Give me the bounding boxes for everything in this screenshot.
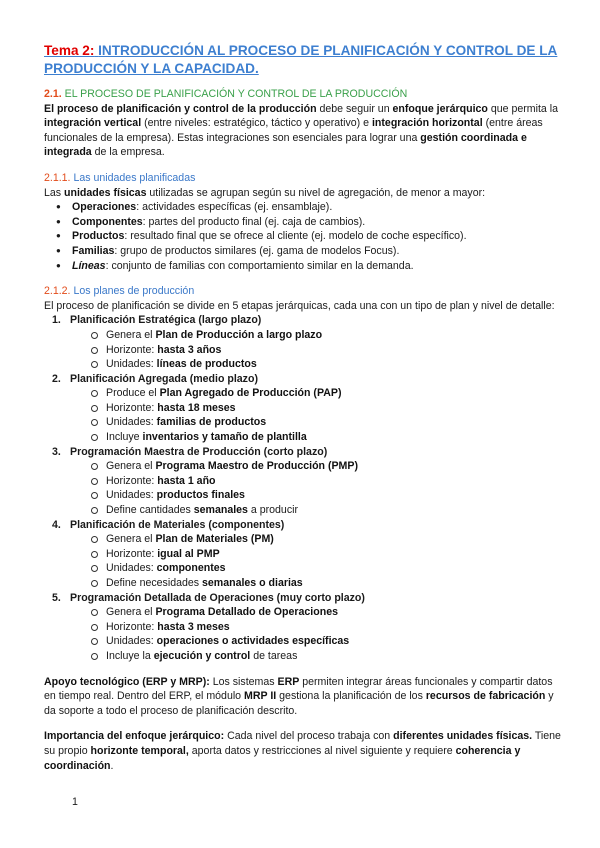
unit-term: Productos (72, 230, 125, 243)
unit-description: : conjunto de familias con comportamiento similar en la demanda. (105, 259, 414, 272)
plan-detail-item (90, 415, 564, 430)
bold-text: El proceso de planificación y control de la producción (44, 102, 317, 115)
section-number: 2.1. (44, 88, 62, 100)
page-number: 1 (72, 796, 78, 808)
text-run: Define necesidades (106, 577, 202, 589)
text-run: Horizonte: (106, 620, 158, 633)
plan-detail-item (90, 576, 564, 591)
unit-term: Familias (72, 244, 115, 257)
bold-text: Importancia del enfoque jerárquico: (44, 730, 225, 743)
title-number: Tema 2: (44, 43, 95, 58)
apoyo-paragraph (44, 675, 564, 719)
plan-heading (52, 518, 564, 533)
bold-text: igual al PMP (157, 547, 220, 560)
unit-term: Componentes (72, 215, 143, 228)
text-run: Produce el (106, 387, 160, 400)
importancia-paragraph (44, 729, 564, 773)
text-run: Tiene su propio (44, 730, 561, 757)
section-heading-2-1 (44, 87, 564, 102)
text-run: Los sistemas (209, 675, 278, 688)
plan-detail-item (90, 474, 564, 489)
bold-text: unidades físicas (64, 186, 147, 199)
plan-detail-item (90, 401, 564, 416)
bold-text: Programa Maestro de Producción (PMP) (155, 460, 358, 473)
bold-text: familias de productos (156, 416, 267, 429)
plan-item (52, 445, 564, 518)
text-run: de tareas (250, 649, 298, 662)
text-run: Unidades: (106, 358, 157, 371)
plan-item (52, 313, 564, 371)
plan-details (52, 532, 564, 590)
plans-list (44, 313, 564, 663)
plan-detail-item (90, 430, 564, 445)
plan-number: 3. (52, 445, 61, 458)
plan-details (52, 605, 564, 663)
bold-text: inventarios y tamaño de plantilla (142, 431, 307, 444)
text-run: . (110, 759, 114, 772)
text-run: de la empresa. (91, 146, 165, 159)
plan-name: Programación Maestra de Producción (corto plazo) (70, 445, 328, 458)
text-run: Las (44, 186, 65, 199)
text-run: gestiona la planificación de los (276, 690, 426, 703)
text-run: Genera el (106, 533, 156, 546)
plan-heading (52, 372, 564, 387)
plan-number: 5. (52, 591, 61, 604)
text-run: Genera el (106, 606, 156, 619)
bold-text: gestión coordinada e integrada (44, 131, 527, 159)
bold-text: horizonte temporal, (90, 744, 189, 757)
text-run: utilizadas se agrupan según su nivel de agregación, de menor a mayor: (146, 186, 486, 199)
section-heading-text: Los planes de producción (73, 285, 195, 298)
bold-text: ERP (277, 675, 300, 688)
text-run: Define cantidades (106, 504, 194, 517)
plan-details (52, 328, 564, 372)
plan-detail-item (90, 459, 564, 474)
document-page (44, 42, 564, 773)
text-run: permiten integrar áreas funcionales y compartir datos en tiempo real. Dentro del ERP, el módulo (44, 675, 553, 703)
text-run: Unidades: (106, 562, 157, 575)
bold-text: Plan de Materiales (PM) (155, 533, 274, 546)
bold-text: operaciones o actividades específicas (156, 635, 350, 648)
plan-name: Programación Detallada de Operaciones (muy corto plazo) (70, 591, 365, 604)
section-number: 2.1.1. (44, 171, 71, 184)
text-run: que permita la (487, 102, 558, 115)
unit-item (56, 259, 564, 274)
bold-text: hasta 3 años (157, 343, 222, 356)
bold-text: coherencia y coordinación (44, 744, 521, 772)
units-list (44, 200, 564, 273)
bold-text: semanales o diarias (202, 577, 303, 589)
bold-text: diferentes unidades físicas. (393, 730, 533, 743)
text-run: Unidades: (106, 416, 157, 429)
plan-details (52, 386, 564, 444)
plan-detail-item (90, 649, 564, 664)
unit-item (56, 229, 564, 244)
bold-text: líneas de productos (156, 358, 257, 371)
plan-item (52, 518, 564, 591)
bold-text: Plan Agregado de Producción (PAP) (159, 387, 342, 400)
bold-text: MRP II (244, 690, 277, 703)
text-run: Incluye la (106, 649, 154, 662)
plan-detail-item (90, 561, 564, 576)
unit-item (56, 200, 564, 215)
plan-heading (52, 445, 564, 460)
text-run: Unidades: (106, 635, 157, 648)
plan-detail-item (90, 488, 564, 503)
plan-heading (52, 591, 564, 606)
plan-name: Planificación Estratégica (largo plazo) (70, 314, 262, 327)
bold-text: Apoyo tecnológico (ERP y MRP): (44, 675, 210, 688)
plan-item (52, 372, 564, 445)
unit-description: : grupo de productos similares (ej. gama de modelos Focus). (114, 244, 400, 257)
text-run: Horizonte: (106, 547, 158, 560)
unit-description: : partes del producto final (ej. caja de cambios). (142, 215, 366, 228)
bold-text: integración horizontal (371, 117, 483, 130)
plan-details (52, 459, 564, 517)
bold-text: hasta 18 meses (157, 401, 236, 414)
section-heading-text: Las unidades planificadas (73, 171, 196, 184)
bold-text: semanales (193, 504, 248, 517)
text-run: (entre áreas funcionales de la empresa). Estas integraciones son esenciales para lograr una (44, 117, 543, 144)
page-title (44, 42, 564, 77)
plan-item (52, 591, 564, 664)
bold-text: recursos de fabricación (425, 690, 546, 703)
section-heading-2-1-1 (44, 171, 564, 186)
bold-text: enfoque jerárquico (392, 102, 488, 115)
plan-heading (52, 313, 564, 328)
plan-number: 4. (52, 518, 61, 531)
text-run: aporta datos y restricciones al nivel siguiente y requiere (188, 744, 456, 757)
plan-number: 1. (52, 314, 61, 327)
bold-text: Programa Detallado de Operaciones (155, 606, 338, 619)
section-heading-text: EL PROCESO DE PLANIFICACIÓN Y CONTROL DE LA PRODUCCIÓN (64, 88, 408, 100)
plan-detail-item (90, 386, 564, 401)
unit-term: Líneas (72, 259, 106, 272)
unit-term: Operaciones (72, 201, 137, 214)
text-run: Incluye (106, 431, 143, 444)
plans-intro: El proceso de planificación se divide en 5 etapas jerárquicas, cada una con un tipo de plan y nivel de detalle: (44, 299, 555, 312)
text-run: Horizonte: (106, 401, 158, 414)
plan-detail-item (90, 634, 564, 649)
plan-name: Planificación de Materiales (componentes) (70, 518, 285, 531)
bold-text: productos finales (156, 489, 245, 502)
title-text: INTRODUCCIÓN AL PROCESO DE PLANIFICACIÓN Y CONTROL DE LA PRODUCCIÓN Y LA CAPACIDAD. (44, 43, 558, 76)
unit-item (56, 244, 564, 259)
section-2-1-paragraph (44, 102, 564, 160)
bold-text: componentes (156, 562, 226, 575)
unit-description: : actividades específicas (ej. ensamblaje). (136, 201, 333, 214)
bold-text: ejecución y control (153, 649, 251, 662)
text-run: Horizonte: (106, 343, 158, 356)
plan-detail-item (90, 503, 564, 518)
text-run: Cada nivel del proceso trabaja con (224, 730, 394, 743)
text-run: debe seguir un (316, 102, 393, 115)
unit-description: : resultado final que se ofrece al cliente (ej. modelo de coche específico). (124, 230, 467, 243)
text-run: y da soporte a todo el proceso de planificación descrito. (44, 690, 554, 717)
plan-detail-item (90, 605, 564, 620)
section-heading-2-1-2 (44, 284, 564, 299)
text-run: Horizonte: (106, 474, 158, 487)
plan-number: 2. (52, 372, 61, 385)
plan-detail-item (90, 343, 564, 358)
section-number: 2.1.2. (44, 285, 71, 298)
bold-text: integración vertical (44, 117, 142, 130)
text-run: Unidades: (106, 489, 157, 502)
bold-text: hasta 3 meses (157, 620, 230, 633)
plan-detail-item (90, 328, 564, 343)
bold-text: hasta 1 año (157, 474, 216, 487)
plan-detail-item (90, 357, 564, 372)
plan-detail-item (90, 547, 564, 562)
text-run: Genera el (106, 328, 156, 341)
plan-name: Planificación Agregada (medio plazo) (70, 372, 258, 385)
text-run: a producir (247, 504, 299, 517)
plan-detail-item (90, 532, 564, 547)
units-intro (44, 186, 564, 201)
unit-item (56, 215, 564, 230)
plan-detail-item (90, 620, 564, 635)
text-run: (entre niveles: estratégico, táctico y operativo) e (141, 117, 372, 130)
text-run: Genera el (106, 460, 156, 473)
bold-text: Plan de Producción a largo plazo (155, 328, 323, 341)
